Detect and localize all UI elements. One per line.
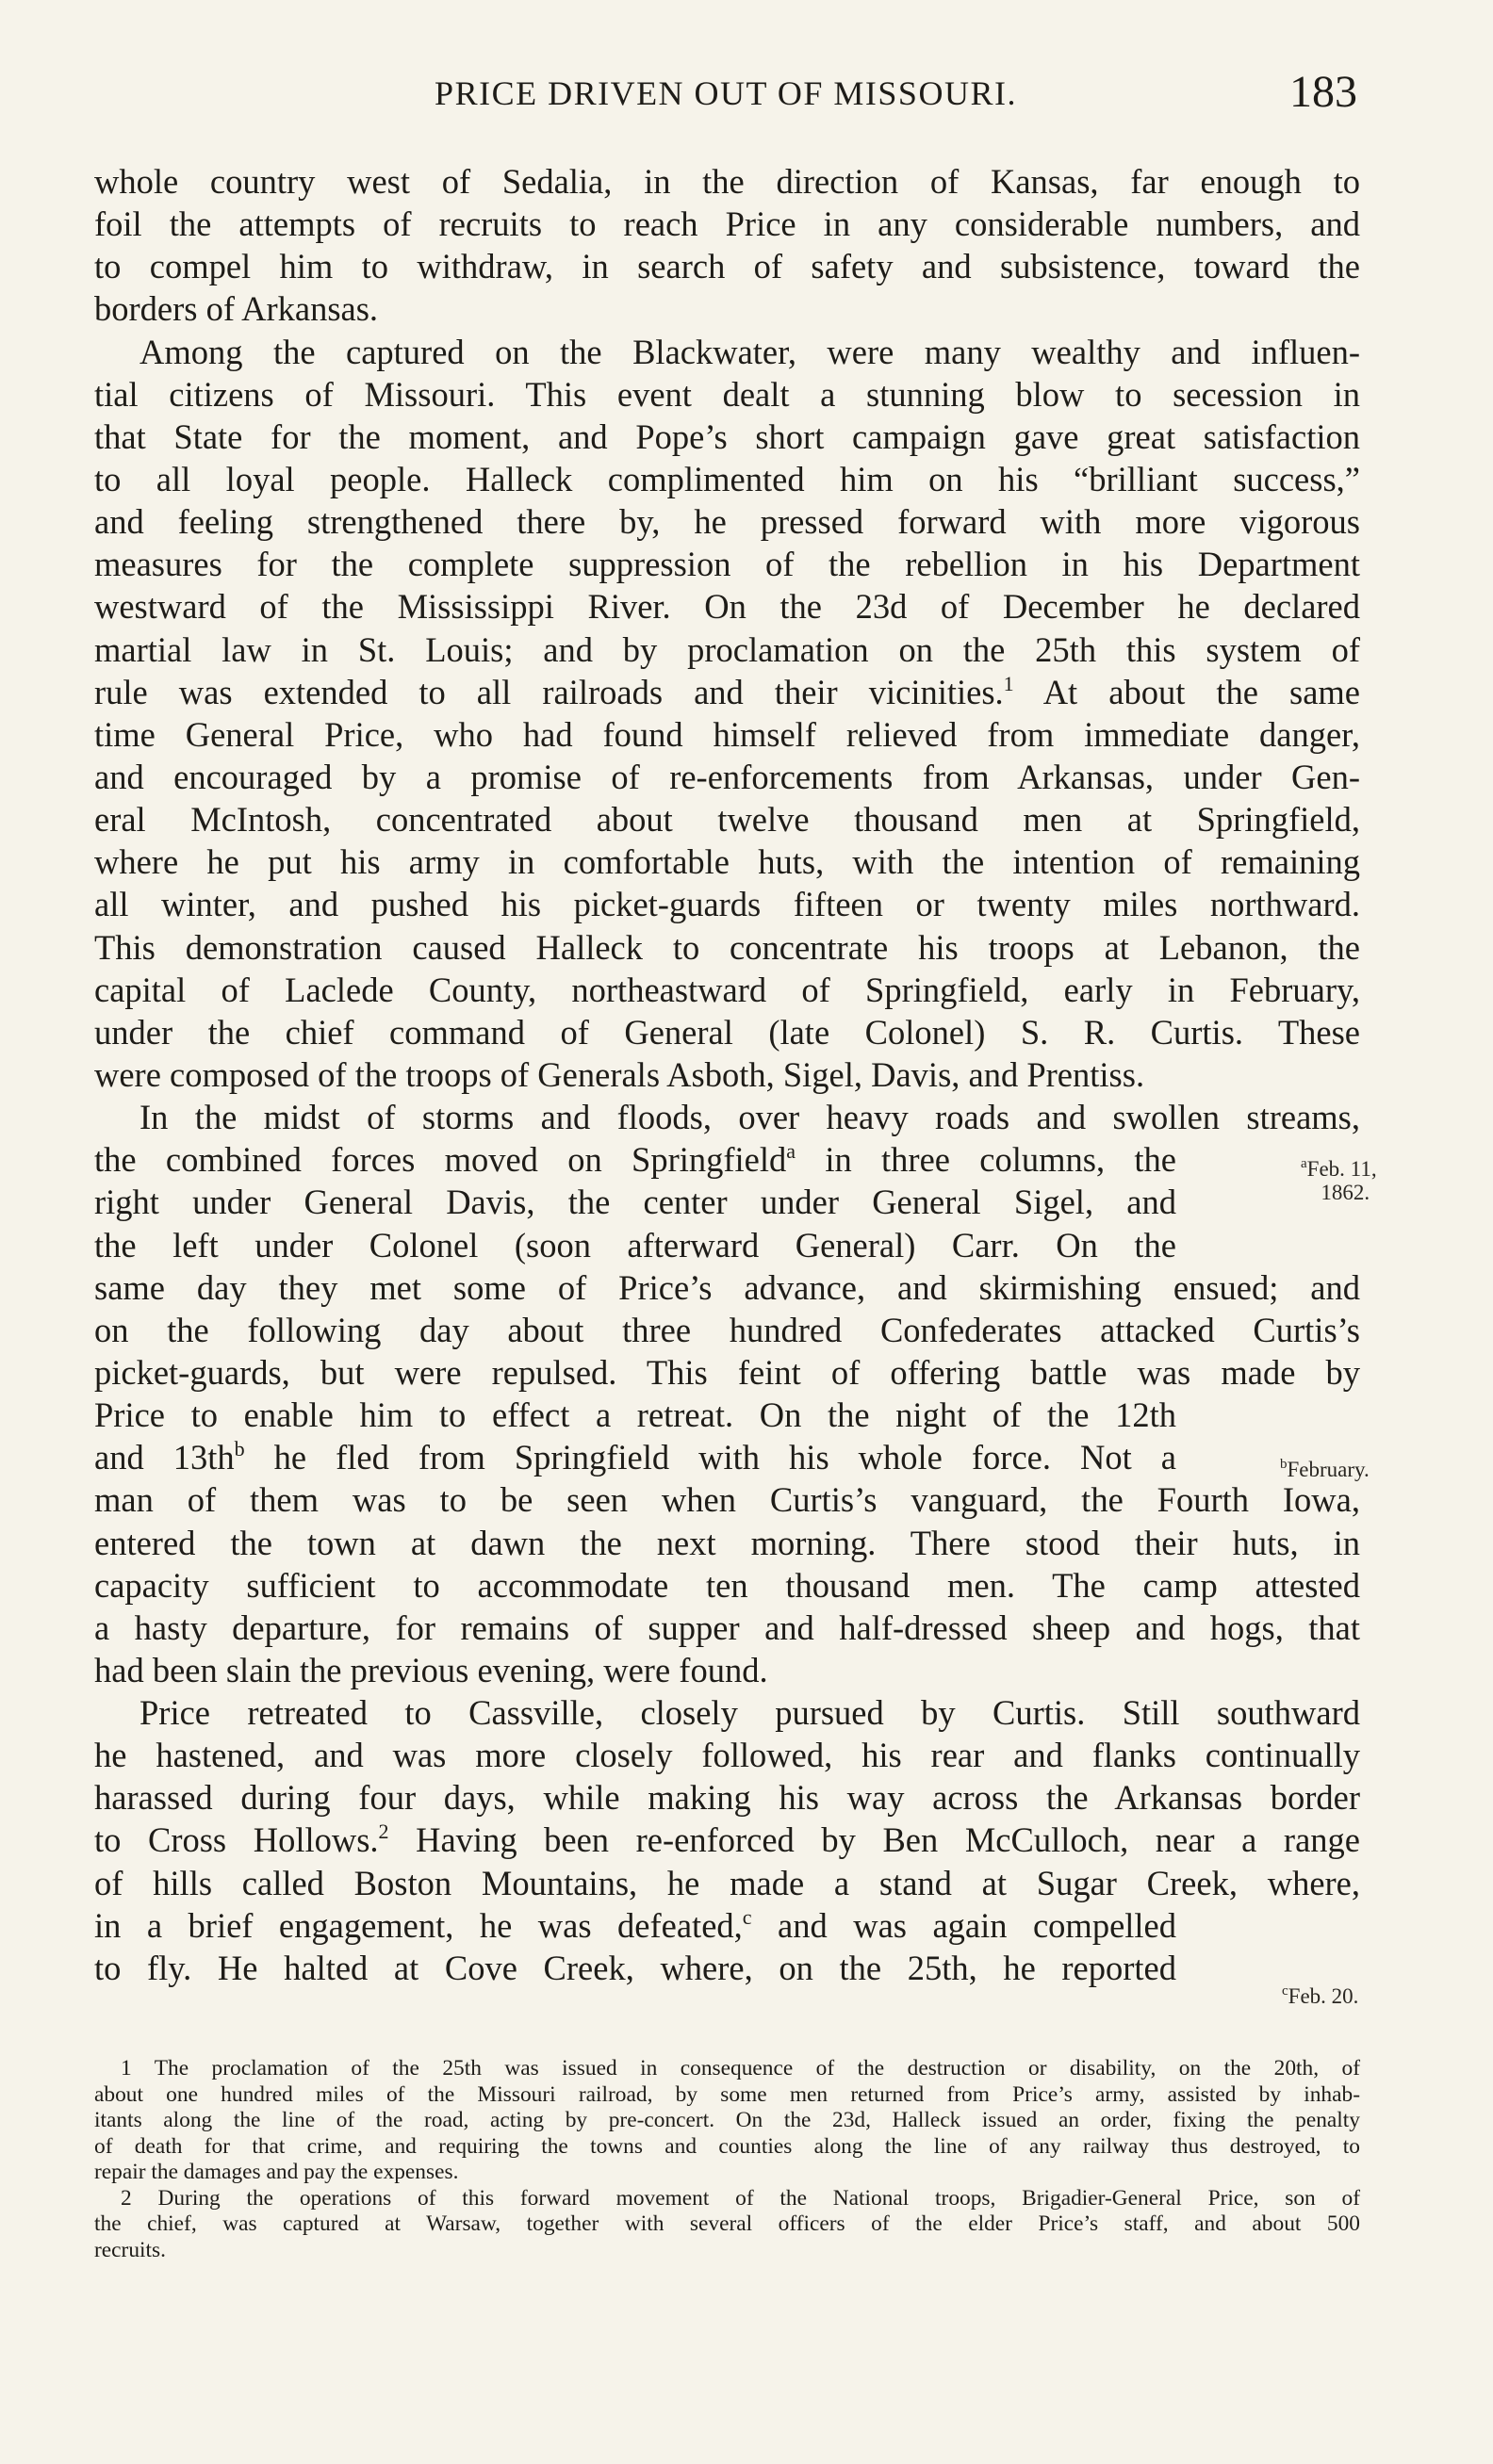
- text-line: This demonstration caused Halleck to concentrate his troops at Lebanon, the: [94, 927, 1360, 967]
- footnote-line: itants along the line of the road, acting by pre-concert. On the 23d, Halleck issued an order, fixing the penalty: [94, 2108, 1360, 2132]
- margin-note-letter: c: [1282, 1983, 1288, 1999]
- text-line: to all loyal people. Halleck complimented him on his “brilliant success,”: [94, 459, 1360, 498]
- text-line: that State for the moment, and Pope’s short campaign gave great satisfaction: [94, 416, 1360, 456]
- text-segment: rule was extended to all railroads and their vicinities.: [94, 672, 1004, 711]
- margin-note-c: [1282, 1984, 1358, 2008]
- text-line: Among the captured on the Blackwater, were many wealthy and influen-: [139, 332, 1360, 371]
- footnote-ref-1: 1: [1003, 671, 1014, 695]
- text-line: to fly. He halted at Cove Creek, where, on the 25th, he reported: [94, 1948, 1176, 1987]
- text-line: picket-guards, but were repulsed. This feint of offering battle was made by: [94, 1352, 1360, 1392]
- text-line: westward of the Mississippi River. On the 23d of December he declared: [94, 587, 1360, 627]
- text-line: and feeling strengthened there by, he pressed forward with more vigorous: [94, 502, 1360, 542]
- text-line: [94, 1904, 1176, 1947]
- text-line: the left under Colonel (soon afterward General) Carr. On the: [94, 1225, 1176, 1265]
- margin-ref-a: a: [786, 1139, 796, 1164]
- body-text: [94, 160, 1360, 1989]
- text-line: foil the attempts of recruits to reach Price in any considerable numbers, and: [94, 204, 1360, 244]
- text-line: and encouraged by a promise of re-enforcements from Arkansas, under Gen-: [94, 757, 1360, 796]
- text-line: all winter, and pushed his picket-guards fifteen or twenty miles northward.: [94, 885, 1360, 924]
- text-line: Price retreated to Cassville, closely pursued by Curtis. Still southward: [139, 1693, 1360, 1733]
- text-line: had been slain the previous evening, were found.: [94, 1650, 768, 1689]
- footnote-line: 1 The proclamation of the 25th was issued in consequence of the destruction or disability, on the 20th, of: [121, 2056, 1360, 2081]
- text-line: [94, 671, 1360, 713]
- text-line: to compel him to withdraw, in search of safety and subsistence, toward the: [94, 247, 1360, 286]
- text-segment: Having been re-enforced by Ben McCulloch, near a range: [388, 1820, 1360, 1860]
- text-segment: in three columns, the: [796, 1140, 1176, 1180]
- text-line: whole country west of Sedalia, in the direction of Kansas, far enough to: [94, 162, 1360, 201]
- text-segment: the combined forces moved on Springfield: [94, 1140, 787, 1180]
- text-line: a hasty departure, for remains of supper and half-dressed sheep and hogs, that: [94, 1607, 1360, 1647]
- text-line: same day they met some of Price’s advance, and skirmishing ensued; and: [94, 1267, 1360, 1307]
- text-line: [94, 1138, 1176, 1181]
- text-line: he hastened, and was more closely followed, his rear and flanks continually: [94, 1736, 1360, 1775]
- footnote-line: of death for that crime, and requiring the towns and counties along the line of any railway thus destroyed, to: [94, 2133, 1360, 2159]
- margin-note-date: Feb. 20.: [1288, 1984, 1359, 2008]
- text-line: borders of Arkansas.: [94, 289, 379, 329]
- text-line: measures for the complete suppression of the rebellion in his Department: [94, 545, 1360, 584]
- margin-note-date: February.: [1287, 1458, 1370, 1481]
- text-line: capacity sufficient to accommodate ten thousand men. The camp attested: [94, 1565, 1360, 1605]
- footnote-line: the chief, was captured at Warsaw, together with several officers of the elder Price’s staff, and about 500: [94, 2211, 1360, 2236]
- text-line: capital of Laclede County, northeastward of Springfield, early in February,: [94, 970, 1360, 1009]
- text-line: right under General Davis, the center under General Sigel, and: [94, 1183, 1176, 1222]
- running-head: [94, 66, 1357, 122]
- text-segment: and was again compelled: [751, 1905, 1177, 1945]
- margin-note-letter: b: [1280, 1457, 1288, 1472]
- text-line: tial citizens of Missouri. This event dealt a stunning blow to secession in: [94, 374, 1360, 414]
- text-line: [94, 1819, 1360, 1861]
- margin-note-a: [1301, 1157, 1377, 1204]
- text-line: eral McIntosh, concentrated about twelve thousand men at Springfield,: [94, 800, 1360, 840]
- text-line: under the chief command of General (late Colonel) S. R. Curtis. These: [94, 1012, 1360, 1052]
- text-line: time General Price, who had found himself relieved from immediate danger,: [94, 714, 1360, 754]
- text-line: harassed during four days, while making his way across the Arkansas border: [94, 1778, 1360, 1818]
- text-segment: to Cross Hollows.: [94, 1820, 379, 1860]
- text-segment: At about the same: [1013, 672, 1360, 711]
- text-line: on the following day about three hundred Confederates attacked Curtis’s: [94, 1310, 1360, 1349]
- margin-ref-c: c: [742, 1904, 752, 1929]
- footnote-line: repair the damages and pay the expenses.: [94, 2160, 459, 2184]
- footnote-line: recruits.: [94, 2237, 166, 2262]
- text-segment: and 13th: [94, 1438, 235, 1477]
- text-line: were composed of the troops of Generals Asboth, Sigel, Davis, and Prentiss.: [94, 1054, 1145, 1094]
- text-line: Price to enable him to effect a retreat. On the night of the 12th: [94, 1395, 1176, 1435]
- footnote-ref-2: 2: [378, 1819, 389, 1844]
- text-line: entered the town at dawn the next morning. There stood their huts, in: [94, 1523, 1360, 1562]
- running-title: PRICE DRIVEN OUT OF MISSOURI.: [435, 74, 1017, 112]
- text-line: man of them was to be seen when Curtis’s vanguard, the Fourth Iowa,: [94, 1480, 1360, 1520]
- page-number: 183: [1289, 67, 1357, 117]
- text-segment: in a brief engagement, he was defeated,: [94, 1905, 743, 1945]
- margin-note-date: Feb. 11,: [1306, 1157, 1377, 1181]
- margin-ref-b: b: [234, 1437, 245, 1461]
- text-segment: he fled from Springfield with his whole force. Not a: [244, 1438, 1176, 1477]
- text-line: of hills called Boston Mountains, he made a stand at Sugar Creek, where,: [94, 1863, 1360, 1902]
- margin-note-b: [1280, 1458, 1370, 1481]
- footnote-line: about one hundred miles of the Missouri railroad, by some men returned from Price’s army, assisted by inhab-: [94, 2081, 1360, 2107]
- text-line: [94, 1436, 1176, 1478]
- margin-note-year: 1862.: [1321, 1181, 1370, 1204]
- text-line: martial law in St. Louis; and by proclamation on the 25th this system of: [94, 629, 1360, 669]
- text-line: where he put his army in comfortable huts, with the intention of remaining: [94, 842, 1360, 882]
- margin-note-line: [1301, 1157, 1377, 1181]
- margin-note-letter: a: [1301, 1156, 1307, 1171]
- footnote-line: 2 During the operations of this forward movement of the National troops, Brigadier-General Price, son of: [121, 2185, 1360, 2211]
- footnotes: [94, 2056, 1360, 2263]
- text-line: In the midst of storms and floods, over heavy roads and swollen streams,: [139, 1098, 1360, 1137]
